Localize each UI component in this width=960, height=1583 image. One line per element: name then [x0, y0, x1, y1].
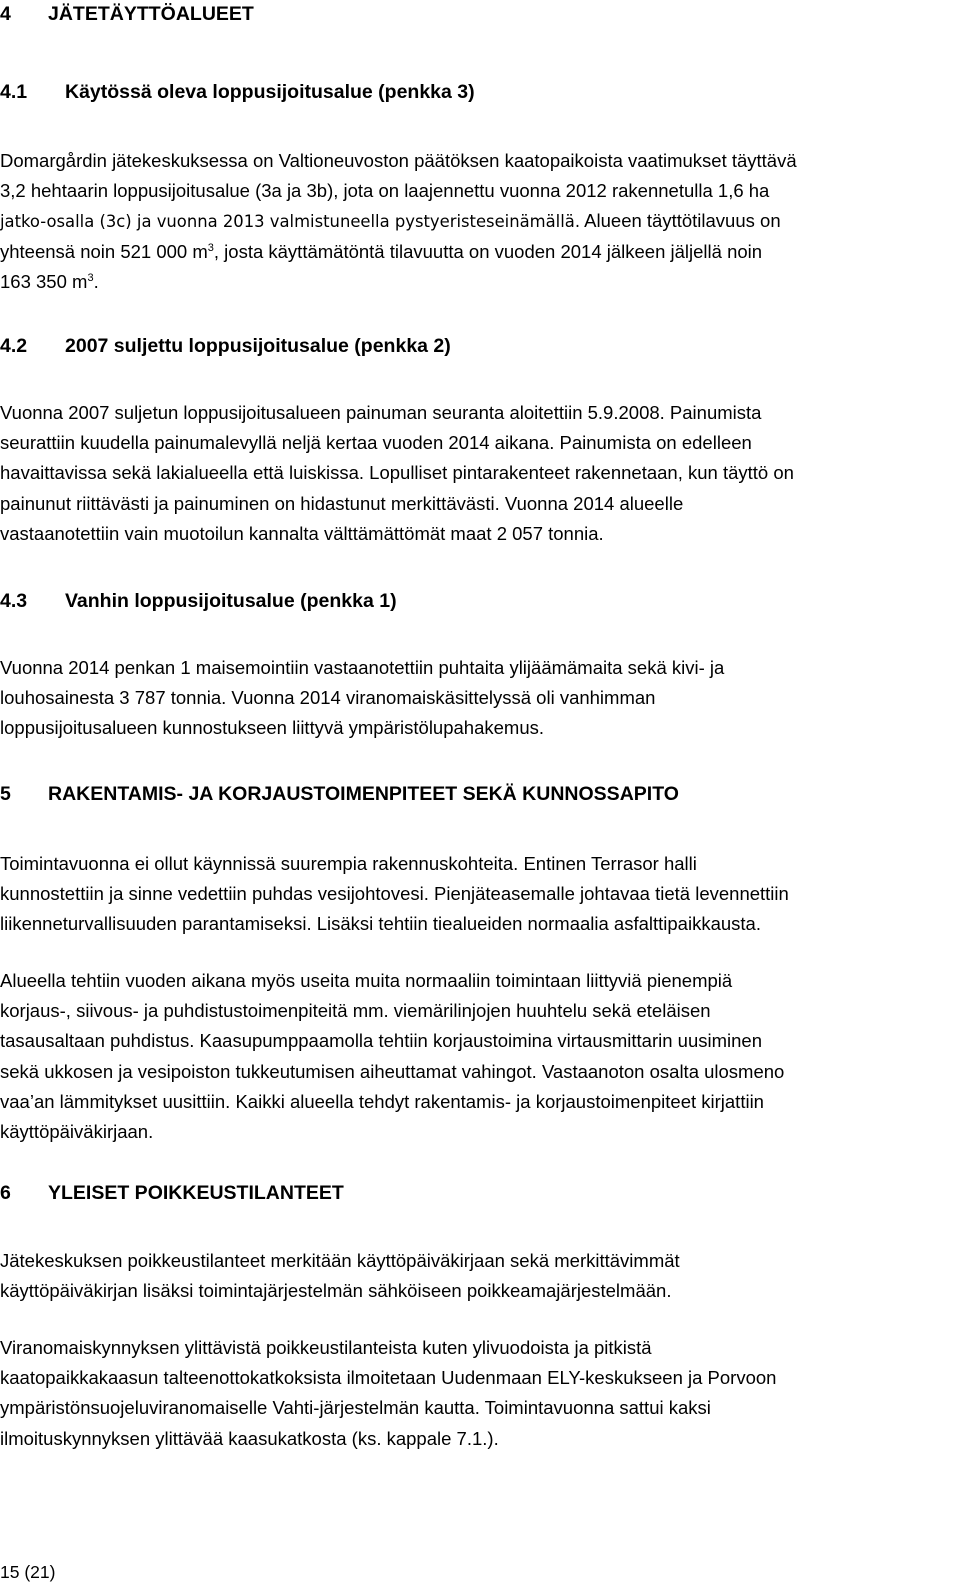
- section-number: 5: [0, 783, 11, 805]
- page-number: 15 (21): [0, 1562, 56, 1582]
- text-line: korjaus-, siivous- ja puhdistustoimenpiteitä mm. viemärilinjojen huuhtelu sekä eteläisen: [0, 1000, 711, 1022]
- text-line: havaittavissa sekä lakialueella että luiskissa. Lopulliset pintarakenteet rakennetaan, kun täyttö on: [0, 462, 794, 484]
- text-line: painunut riittävästi ja painuminen on hidastunut merkittävästi. Vuonna 2014 alueelle: [0, 492, 684, 514]
- text-line: ilmoituskynnyksen ylittävää kaasukatkosta (ks. kappale 7.1.).: [0, 1427, 499, 1449]
- text-line: vastaanotettiin vain muotoilun kannalta välttämättömät maat 2 057 tonnia.: [0, 522, 604, 544]
- text-run: .: [93, 270, 99, 292]
- text-line: Vuonna 2007 suljetun loppusijoitusalueen painuman seuranta aloitettiin 5.9.2008. Painumista: [0, 402, 762, 423]
- section-4-1-heading: [0, 80, 475, 104]
- text-run: jatko-osalla (3c) ja vuonna 2013 valmistuneella pystyeristeseinämällä.: [0, 212, 581, 232]
- text-run: 163 350 m: [0, 270, 88, 292]
- section-4-3-paragraph: [0, 653, 724, 744]
- section-title: Vanhin loppusijoitusalue (penkka 1): [65, 590, 397, 612]
- text-line: kaatopaikkakaasun talteenottokatkoksista ilmoitetaan Uudenmaan ELY-keskukseen ja Porvoon: [0, 1367, 777, 1389]
- text-line: käyttöpäiväkirjaan.: [0, 1120, 154, 1142]
- section-title: YLEISET POIKKEUSTILANTEET: [48, 1182, 344, 1204]
- text-line: Jätekeskuksen poikkeustilanteet merkitään käyttöpäiväkirjaan sekä merkittävimmät: [0, 1250, 680, 1271]
- text-run: Alueen täyttötilavuus on: [580, 210, 781, 232]
- section-title: JÄTETÄYTTÖALUEET: [48, 3, 254, 25]
- section-number: 4: [0, 3, 11, 25]
- section-6-paragraph-2: [0, 1333, 776, 1454]
- text-line: liikenneturvallisuuden parantamiseksi. Lisäksi tehtiin tiealueiden normaalia asfalttipaikkausta.: [0, 913, 761, 935]
- text-line: louhosainesta 3 787 tonnia. Vuonna 2014 viranomaiskäsittelyssä oli vanhimman: [0, 687, 656, 709]
- text-line: [0, 267, 797, 297]
- text-line: Alueella tehtiin vuoden aikana myös useita muita normaaliin toimintaan liittyviä pienempiä: [0, 970, 733, 991]
- text-line: 3,2 hehtaarin loppusijoitusalue (3a ja 3b), jota on laajennettu vuonna 2012 rakennetulla 1,6 ha: [0, 180, 770, 202]
- superscript: 3: [87, 271, 94, 284]
- section-title: RAKENTAMIS- JA KORJAUSTOIMENPITEET SEKÄ KUNNOSSAPITO: [48, 783, 679, 805]
- text-line: [0, 237, 797, 267]
- section-number: 6: [0, 1182, 11, 1204]
- section-4-2-heading: [0, 334, 451, 358]
- text-line: ympäristönsuojeluviranomaiselle Vahti-järjestelmän kautta. Toimintavuonna sattui kaksi: [0, 1397, 711, 1419]
- text-line: vaa’an lämmitykset uusittiin. Kaikki alueella tehdyt rakentamis- ja korjaustoimenpiteet kirjattiin: [0, 1090, 764, 1112]
- section-6-heading: [0, 1181, 344, 1205]
- text-line: Viranomaiskynnyksen ylittävistä poikkeustilanteista kuten ylivuodoista ja pitkistä: [0, 1337, 652, 1358]
- section-4-3-heading: [0, 589, 397, 613]
- section-5-heading: [0, 782, 679, 806]
- text-line: [0, 206, 797, 236]
- section-5-paragraph-2: [0, 966, 784, 1147]
- text-line: käyttöpäiväkirjan lisäksi toimintajärjestelmän sähköiseen poikkeamajärjestelmään.: [0, 1280, 672, 1302]
- text-line: Domargårdin jätekeskuksessa on Valtioneuvoston päätöksen kaatopaikoista vaatimukset täyttävä: [0, 150, 797, 171]
- section-number: 4.1: [0, 81, 28, 103]
- section-4-1-paragraph: [0, 146, 797, 297]
- text-line: sekä ukkosen ja vesipoiston tukkeutumisen aiheuttamat vahingot. Vastaanoton osalta ulosmeno: [0, 1060, 785, 1082]
- section-6-paragraph-1: [0, 1246, 680, 1306]
- text-run: , josta käyttämätöntä tilavuutta on vuoden 2014 jälkeen jäljellä noin: [213, 240, 763, 262]
- section-5-paragraph-1: [0, 849, 789, 940]
- section-title: 2007 suljettu loppusijoitusalue (penkka 2): [65, 335, 451, 357]
- section-number: 4.2: [0, 335, 28, 357]
- section-4-2-paragraph: [0, 398, 794, 549]
- section-number: 4.3: [0, 590, 28, 612]
- text-run: yhteensä noin 521 000 m: [0, 240, 208, 262]
- text-line: Vuonna 2014 penkan 1 maisemointiin vastaanotettiin puhtaita ylijäämämaita sekä kivi- ja: [0, 657, 725, 678]
- text-line: Toimintavuonna ei ollut käynnissä suurempia rakennuskohteita. Entinen Terrasor halli: [0, 853, 697, 874]
- text-line: tasausaltaan puhdistus. Kaasupumppaamolla tehtiin korjaustoimina virtausmittarin uusiminen: [0, 1030, 762, 1052]
- section-4-heading: [0, 2, 254, 26]
- superscript: 3: [207, 241, 214, 254]
- text-line: loppusijoitusalueen kunnostukseen liittyvä ympäristölupahakemus.: [0, 717, 545, 739]
- text-line: kunnostettiin ja sinne vedettiin puhdas vesijohtovesi. Pienjäteasemalle johtavaa tietä levennettiin: [0, 883, 789, 905]
- text-line: seurattiin kuudella painumalevyllä neljä kertaa vuoden 2014 aikana. Painumista on edelleen: [0, 432, 752, 454]
- section-title: Käytössä oleva loppusijoitusalue (penkka 3): [65, 81, 475, 103]
